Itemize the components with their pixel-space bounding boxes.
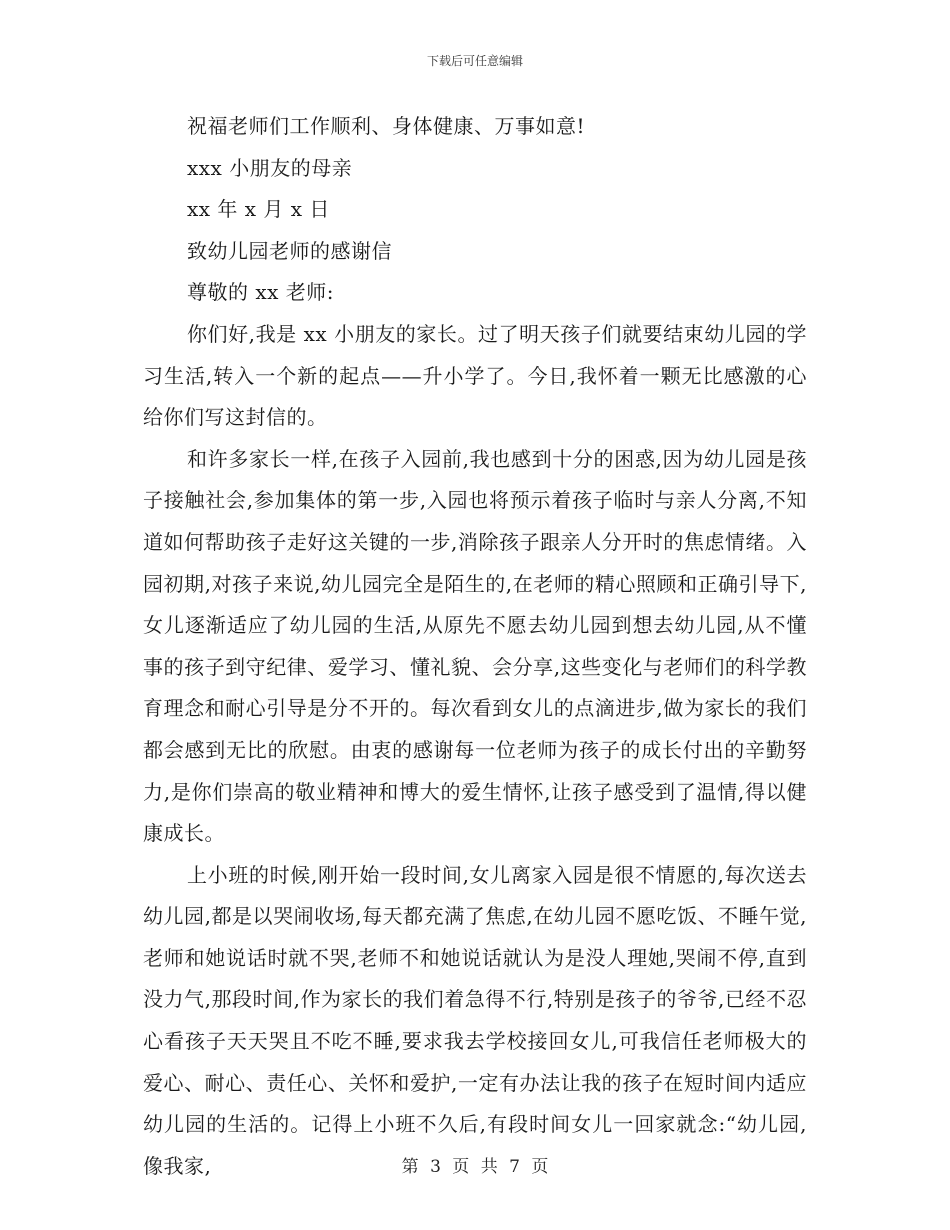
signature-line: xxx 小朋友的母亲 xyxy=(187,155,353,180)
salutation-line: 尊敬的 xx 老师: xyxy=(187,280,335,305)
document-body xyxy=(143,106,807,1187)
paragraph-2: 和许多家长一样,在孩子入园前,我也感到十分的困惑,因为幼儿园是孩子接触社会,参加集体的第一步,入园也将预示着孩子临时与亲人分离,不知道如何帮助孩子走好这关键的一步,消除孩子跟亲人分开时的焦虑情绪。入园初期,对孩子来说,幼儿园完全是陌生的,在老师的精心照顾和正确引导下,女儿逐渐适应了幼儿园的生活,从原先不愿去幼儿园到想去幼儿园,从不懂事的孩子到守纪律、爱学习、懂礼貌、会分享,这些变化与老师们的科学教育理念和耐心引导是分不开的。每次看到女儿的点滴进步,做为家长的我们都会感到无比的欣慰。由衷的感谢每一位老师为孩子的成长付出的辛勤努力,是你们崇高的敬业精神和博大的爱生情怀,让孩子感受到了温情,得以健康成长。 xyxy=(143,446,807,846)
letter-title: 致幼儿园老师的感谢信 xyxy=(187,238,392,263)
page-header: 下载后可任意编辑 xyxy=(426,54,523,68)
page-footer: 第 3 页 共 7 页 xyxy=(401,1157,549,1177)
blessing-line: 祝福老师们工作顺利、身体健康、万事如意! xyxy=(187,114,586,138)
paragraph-3: 上小班的时候,刚开始一段时间,女儿离家入园是很不情愿的,每次送去幼儿园,都是以哭闹收场,每天都充满了焦虑,在幼儿园不愿吃饭、不睡午觉,老师和她说话时就不哭,老师不和她说话就认为是没人理她,哭闹不停,直到没力气,那段时间,作为家长的我们着急得不行,特别是孩子的爷爷,已经不忍心看孩子天天哭且不吃不睡,要求我去学校接回女儿,可我信任老师极大的爱心、耐心、责任心、关怀和爱护,一定有办法让我的孩子在短时间内适应幼儿园的生活的。记得上小班不久后,有段时间女儿一回家就念:“幼儿园,像我家, xyxy=(143,862,807,1178)
date-line: xx 年 x 月 x 日 xyxy=(187,197,330,222)
paragraph-1: 你们好,我是 xx 小朋友的家长。过了明天孩子们就要结束幼儿园的学习生活,转入一个新的起点——升小学了。今日,我怀着一颗无比感激的心给你们写这封信的。 xyxy=(143,321,807,430)
